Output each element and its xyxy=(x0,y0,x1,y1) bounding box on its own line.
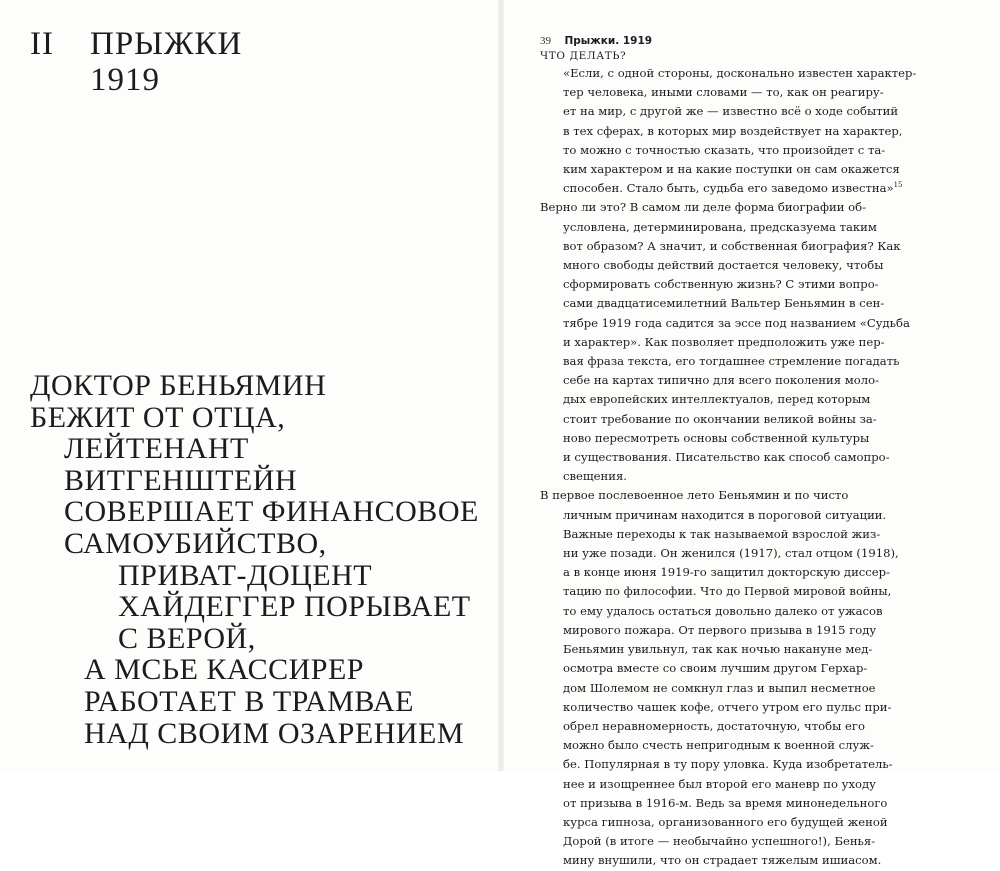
body-line: способен. Стало быть, судьба его заведомо известна» xyxy=(563,181,894,196)
epigraph-line: БЕЖИТ ОТ ОТЦА, xyxy=(30,400,286,434)
body-line: дых европейских интеллектуалов, перед которым xyxy=(563,392,871,407)
body-line: тябре 1919 года садится за эссе под названием «Судьба xyxy=(563,315,910,330)
body-line: сами двадцатисемилетний Вальтер Беньямин в сен- xyxy=(563,296,885,311)
body-line: вот образом? А значит, и собственная биография? Как xyxy=(563,238,901,253)
body-line: Важные переходы к так называемой взрослой жиз- xyxy=(563,526,881,541)
body-line: личным причинам находится в пороговой ситуации. xyxy=(563,507,887,522)
body-line: осмотра вместе со своим лучшим другом Герхар- xyxy=(563,661,868,676)
epigraph-line: СОВЕРШАЕТ ФИНАНСОВОЕ xyxy=(64,495,479,529)
epigraph-line: ДОКТОР БЕНЬЯМИН xyxy=(30,369,327,402)
body-line: стоит требование по окончании великой войны за- xyxy=(563,411,877,426)
body-line: много свободы действий достается человеку, чтобы xyxy=(563,258,884,273)
body-line: то ему удалось остаться довольно далеко от ужасов xyxy=(563,603,883,618)
body-line: мину внушили, что он страдает тяжелым ишиасом. xyxy=(563,853,882,868)
epigraph-line: А МСЬЕ КАССИРЕР xyxy=(84,653,364,687)
chapter-numeral: II xyxy=(30,26,54,62)
epigraph-line: ПРИВАТ-ДОЦЕНТ xyxy=(118,558,373,592)
body-line: ет на мир, с другой же — известно всё о ходе событий xyxy=(563,104,899,119)
body-line: и характер». Как позволяет предположить уже пер- xyxy=(563,334,885,349)
body-line: свещения. xyxy=(563,469,627,484)
running-title: Прыжки. 1919 xyxy=(564,35,653,47)
body-line: от призыва в 1916-м. Ведь за время минонедельного xyxy=(563,795,888,810)
body-line: Беньямин увильнул, так как ночью накануне мед- xyxy=(563,642,873,657)
body-line: «Если, с одной стороны, досконально известен характер- xyxy=(563,66,917,80)
epigraph-line: РАБОТАЕТ В ТРАМВАЕ xyxy=(84,684,414,718)
body-line: Дорой (в итоге — необычайно успешного!), Бенья- xyxy=(563,834,876,849)
body-text xyxy=(540,64,917,871)
body-line: Верно ли это? В самом ли деле форма биографии об- xyxy=(540,200,867,215)
body-line: нее и изощреннее был второй его маневр по уходу xyxy=(563,776,876,791)
body-line: ким характером и на какие поступки он сам окажется xyxy=(563,162,900,177)
body-line: тацию по философии. Что до Первой мировой войны, xyxy=(563,584,892,599)
body-line: вая фраза текста, его тогдашнее стремление погадать xyxy=(563,354,900,369)
epigraph-line: САМОУБИЙСТВО, xyxy=(64,526,327,560)
body-line: дом Шолемом не сомкнул глаз и выпил несметное xyxy=(563,680,876,695)
body-line: тер человека, иными словами — то, как он реагиру- xyxy=(563,85,884,100)
body-line-with-footnote xyxy=(563,179,911,198)
body-line: себе на картах типично для всего поколения моло- xyxy=(563,373,879,388)
epigraph-line: ВИТГЕНШТЕЙН xyxy=(64,463,298,497)
body-line: можно было счесть непригодным к военной служ- xyxy=(563,738,874,753)
book-gutter xyxy=(498,0,504,771)
body-line: обрел неравномерность, достаточную, чтобы его xyxy=(563,718,865,733)
chapter-title xyxy=(90,26,350,98)
footnote-mark[interactable]: 15 xyxy=(893,181,903,190)
chapter-epigraph xyxy=(30,370,490,749)
chapter-title-line: ПРЫЖКИ xyxy=(90,26,243,62)
body-line: В первое послевоенное лето Беньямин и по чисто xyxy=(540,488,849,503)
body-line: бе. Популярная в ту пору уловка. Куда изобретатель- xyxy=(563,757,893,772)
body-line: курса гипноза, организованного его будущей женой xyxy=(563,814,888,829)
epigraph-line: С ВЕРОЙ, xyxy=(118,621,256,655)
chapter-title-year: 1919 xyxy=(90,62,160,98)
body-line: сформировать собственную жизнь? С этими вопро- xyxy=(563,277,879,292)
running-head xyxy=(540,34,652,48)
body-line: и существования. Писательство как способ самопро- xyxy=(563,450,890,465)
body-line: то можно с точностью сказать, что произойдет с та- xyxy=(563,142,886,157)
body-line: в тех сферах, в которых мир воздействует на характер, xyxy=(563,123,903,138)
body-line: мирового пожара. От первого призыва в 1915 году xyxy=(563,622,877,637)
epigraph-line: НАД СВОИМ ОЗАРЕНИЕМ xyxy=(84,716,465,750)
epigraph-line: ХАЙДЕГГЕР ПОРЫВАЕТ xyxy=(118,590,471,624)
body-line: ни уже позади. Он женился (1917), стал отцом (1918), xyxy=(563,546,899,561)
page-number: 39 xyxy=(540,35,551,47)
epigraph-line: ЛЕЙТЕНАНТ xyxy=(64,432,249,466)
body-line: а в конце июня 1919-го защитил докторскую диссер- xyxy=(563,565,890,580)
body-line: ново пересмотреть основы собственной культуры xyxy=(563,430,870,445)
body-line: количество чашек кофе, отчего утром его пульс при- xyxy=(563,699,892,714)
body-line: условлена, детерминирована, предсказуема таким xyxy=(563,219,877,234)
section-label: ЧТО ДЕЛАТЬ? xyxy=(540,50,627,62)
